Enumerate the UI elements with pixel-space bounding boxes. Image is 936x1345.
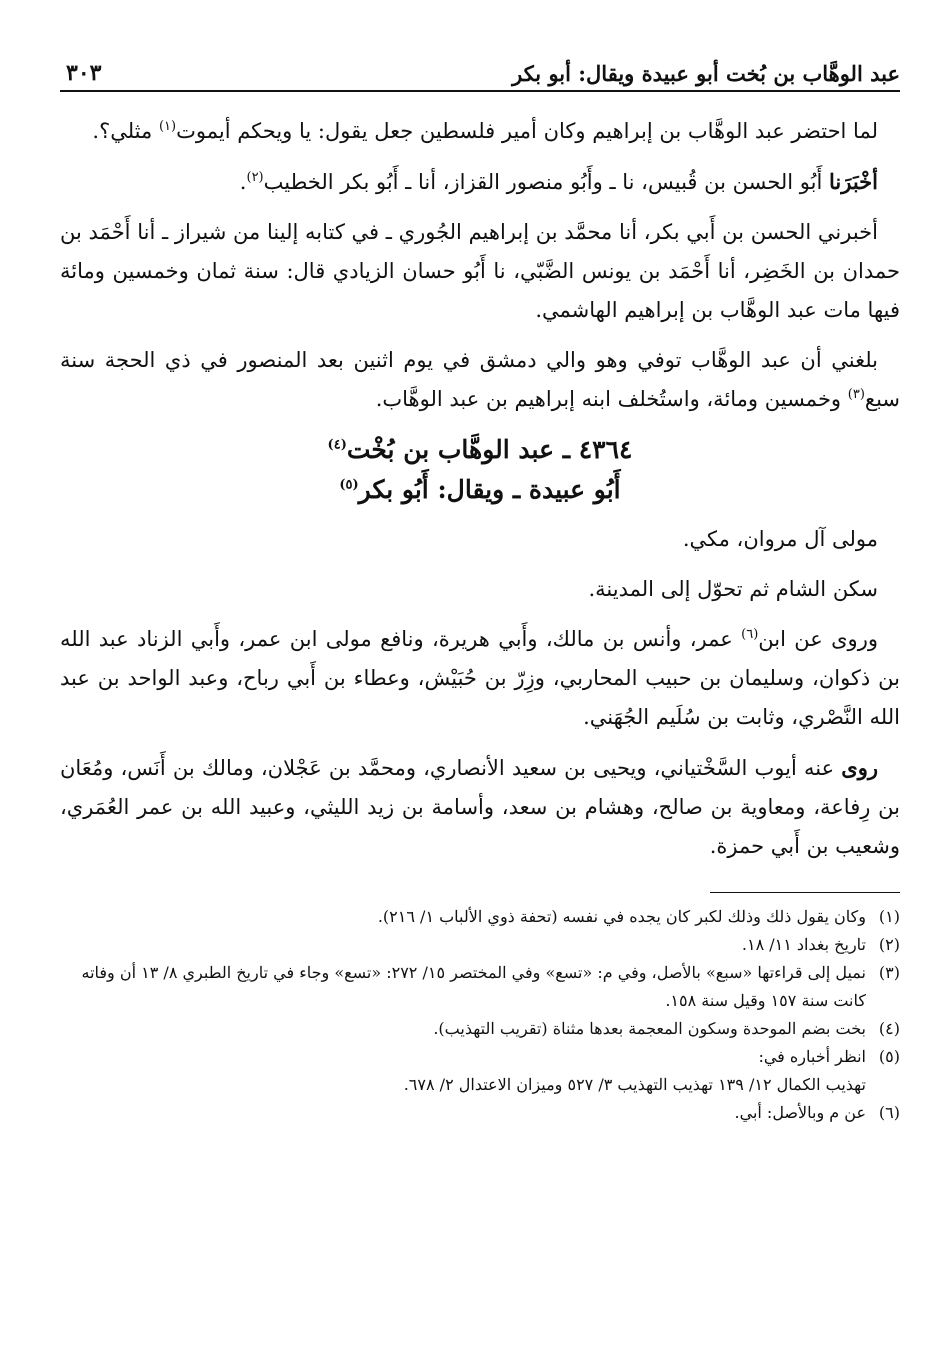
entry-heading-line (60, 430, 900, 470)
paragraph-text: عنه أيوب السَّخْتياني، ويحيى بن سعيد الأنصاري، ومحمَّد بن عَجْلان، ومالك بن أَنَس، ومُعَان بن رِفاعة، ومعاوية بن صالح، وهشام بن سعد، وأسامة بن زيد الليثي، وعبيد الله بن عمر العُمَري، وشعيب بن أَبي حمزة. (60, 756, 900, 858)
document-page (60, 44, 900, 1127)
paragraph-text: لما احتضر عبد الوهَّاب بن إبراهيم وكان أمير فلسطين جعل يقول: يا ويحكم أيموت (176, 119, 878, 143)
footnote-ref: (٦) (741, 627, 759, 642)
footnote (60, 931, 900, 959)
paragraph (60, 213, 900, 330)
paragraph-lead: روى (841, 755, 878, 780)
footnote-number: (١) (878, 907, 900, 926)
paragraph-text: بلغني أن عبد الوهَّاب توفي وهو والي دمشق في يوم اثنين بعد المنصور في ذي الحجة سنة سبع (60, 348, 900, 411)
entry-heading-line (60, 470, 900, 510)
paragraph (60, 520, 900, 559)
paragraph-text: سكن الشام ثم تحوّل إلى المدينة. (588, 577, 878, 601)
footnote-divider (710, 892, 900, 893)
page-number: ٣٠٣ (66, 60, 102, 86)
main-text (60, 112, 900, 866)
footnote-text: انظر أخباره في: (758, 1047, 866, 1066)
footnotes (60, 892, 900, 1127)
footnote (60, 959, 900, 1015)
footnote (60, 1043, 900, 1071)
footnote-ref: (٢) (246, 170, 264, 185)
entry-title-text: ٤٣٦٤ ـ عبد الوهَّاب بن بُخْت (346, 435, 633, 464)
paragraph-lead: أخْبَرَنا (829, 169, 878, 194)
footnote (60, 1015, 900, 1043)
footnote-text: تاريخ بغداد ١١/ ١٨. (741, 935, 866, 954)
footnote-ref: (١) (158, 119, 177, 134)
page-header (60, 44, 900, 92)
footnote (60, 903, 900, 931)
paragraph-text: وروى عن ابن (758, 627, 878, 651)
paragraph-text: عمر، وأنس بن مالك، وأَبي هريرة، ونافع مولى ابن عمر، وأَبي الزناد عبد الله بن ذكوان، وسليمان بن حبيب المحاربي، وزِرّ بن حُبَيْش، وعطاء بن أَبي رباح، وعبد الواحد بن عبد الله النَّصْري، وثابت بن سُلَيم الجُهَني. (60, 627, 900, 729)
paragraph (60, 162, 900, 202)
footnote-number: (٦) (878, 1103, 900, 1122)
paragraph-text: وخمسين ومائة، واستُخلف ابنه إبراهيم بن عبد الوهَّاب. (375, 387, 848, 411)
paragraph-text: . (239, 170, 247, 194)
footnote-number: (٤) (878, 1019, 900, 1038)
footnote-text: عن م وبالأصل: أبي. (734, 1103, 866, 1122)
paragraph-text: أَبُو الحسن بن قُبيس، نا ـ وأَبُو منصور القزاز، أنا ـ أَبُو بكر الخطيب (263, 170, 830, 194)
running-title: عبد الوهَّاب بن بُخت أبو عبيدة ويقال: أبو بكر (512, 61, 900, 86)
footnote-text: بخت بضم الموحدة وسكون المعجمة بعدها مثناة (تقريب التهذيب). (433, 1019, 866, 1038)
footnote-text: تهذيب الكمال ١٢/ ١٣٩ تهذيب التهذيب ٣/ ٥٢٧ وميزان الاعتدال ٢/ ٦٧٨. (403, 1075, 866, 1094)
entry-subtitle-text: أَبُو عبيدة ـ ويقال: أَبُو بكر (358, 475, 621, 504)
paragraph (60, 112, 900, 151)
footnote-ref: (٤) (327, 437, 347, 453)
paragraph (60, 570, 900, 609)
paragraph (60, 620, 900, 737)
footnote-ref: (٥) (339, 477, 359, 493)
footnote-text: وكان يقول ذلك وذلك لكبر كان يجده في نفسه (تحفة ذوي الألباب ١/ ٢١٦). (377, 907, 866, 926)
footnote-number: (٢) (878, 935, 900, 954)
footnote-text: نميل إلى قراءتها «سبع» بالأصل، وفي م: «تسع» وفي المختصر ١٥/ ٢٧٢: «تسع» وجاء في تاريخ الطبري ٨/ ١٣ أن وفاته كانت سنة ١٥٧ وقيل سنة ١٥٨. (81, 963, 866, 1010)
footnote-ref: (٣) (847, 387, 865, 402)
paragraph (60, 341, 900, 419)
paragraph-text: مثلي؟. (92, 119, 159, 143)
paragraph (60, 748, 900, 866)
footnote-number: (٥) (878, 1047, 900, 1066)
paragraph-text: مولى آل مروان، مكي. (682, 527, 878, 551)
paragraph-text: أخبرني الحسن بن أَبي بكر، أنا محمَّد بن إبراهيم الجُوري ـ في كتابه إلينا من شيراز ـ أنا أَحْمَد بن حمدان بن الخَضِر، أنا أَحْمَد بن يونس الضَّبّي، نا أَبُو حسان الزيادي قال: سنة ثمان وخمسين ومائة فيها مات عبد الوهَّاب بن إبراهيم الهاشمي. (60, 220, 900, 322)
footnote (60, 1099, 900, 1127)
footnote-number: (٣) (878, 963, 900, 982)
footnote-continuation (60, 1071, 900, 1099)
entry-heading (60, 430, 900, 510)
